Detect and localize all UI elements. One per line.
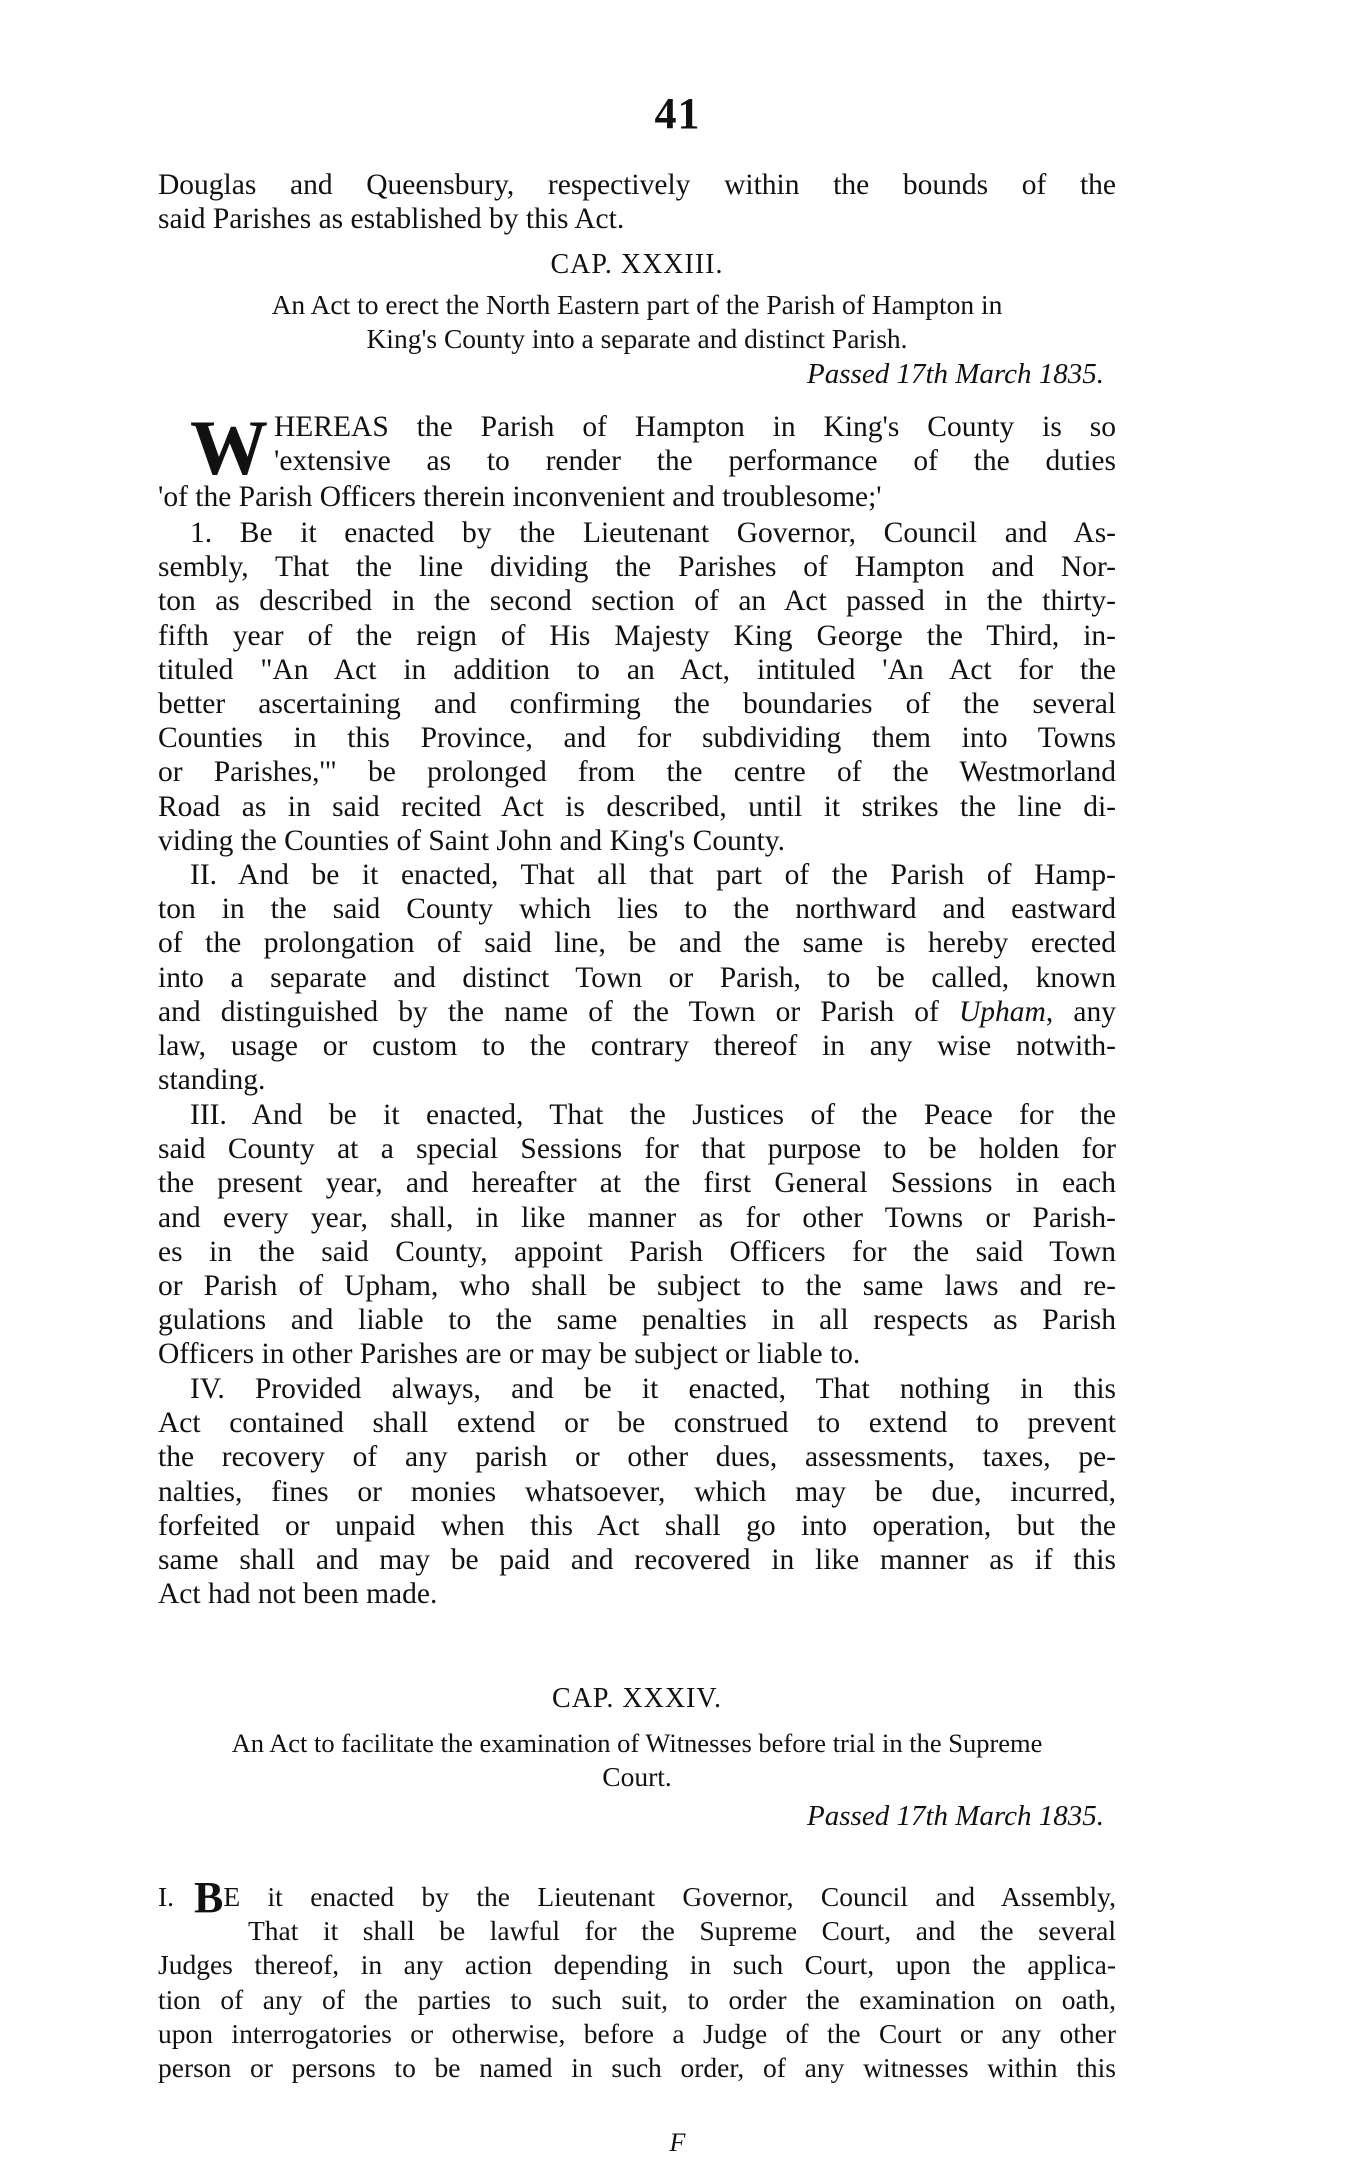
text-line: Counties in this Province, and for subdividing them into Towns [158,722,1116,755]
text-line: upon interrogatories or otherwise, before a Judge of the Court or any other [158,2017,1116,2049]
text-line: the present year, and hereafter at the first General Sessions in each [158,1167,1116,1200]
text-line: fifth year of the reign of His Majesty King George the Third, in- [158,619,1116,652]
passed-date: Passed 17th March 1835. [807,1800,1104,1833]
text-run: E it enacted by the Lieutenant Governor, Council and Assembly, [223,1881,1116,1912]
parish-name: Upham [959,995,1046,1028]
act-title-line: An Act to erect the North Eastern part of the Parish of Hampton in [271,289,1003,321]
text-line: tituled "An Act in addition to an Act, intituled 'An Act for the [158,653,1116,686]
text-line: law, usage or custom to the contrary thereof in any wise notwith- [158,1029,1116,1062]
text-line: viding the Counties of Saint John and King's County. [158,824,785,857]
cap-34-header [158,1682,1116,1834]
signature-mark: F [669,2128,686,2157]
text-line [158,995,1116,1029]
text-line: Douglas and Queensbury, respectively within the bounds of the [158,169,1116,201]
act-title-line: Court. [602,1761,672,1793]
text-line: or Parishes,'" be prolonged from the centre of the Westmorland [158,756,1116,789]
text-run: and distinguished by the name of the Town or Parish of [158,995,959,1028]
chapter-heading: CAP. XXXIII. [550,249,724,280]
text-line: into a separate and distinct Town or Parish, to be called, known [158,961,1116,994]
text-line: Road as in said recited Act is described, until it strikes the line di- [158,790,1116,823]
text-line: forfeited or unpaid when this Act shall go into operation, but the [158,1509,1116,1542]
text-line: Judges thereof, in any action depending in such Court, upon the applica- [158,1949,1116,1981]
text-line: the recovery of any parish or other dues, assessments, taxes, pe- [158,1441,1116,1474]
text-line: II. And be it enacted, That all that part of the Parish of Hamp- [190,859,1116,891]
text-line: or Parish of Upham, who shall be subject to the same laws and re- [158,1269,1116,1302]
text-line: Act contained shall extend or be construed to extend to prevent [158,1407,1116,1440]
section-number: I. [158,1881,175,1912]
chapter-heading: CAP. XXXIV. [552,1683,722,1714]
cap-33-section-2 [158,858,1116,1097]
continuation-block [158,168,1116,236]
text-line: same shall and may be paid and recovered in like manner as if this [158,1543,1116,1576]
cap-33-section-4 [158,1372,1116,1611]
cap-34-section-1 [158,1873,1116,2085]
page-number: 41 [654,89,701,138]
text-line: 'of the Parish Officers therein inconvenient and troublesome;' [158,481,882,513]
text-line: and every year, shall, in like manner as for other Towns or Parish- [158,1201,1116,1234]
text-run: , any [1045,995,1116,1028]
text-line: said Parishes as established by this Act. [158,203,625,236]
text-line: That it shall be lawful for the Supreme Court, and the several [248,1915,1116,1947]
text-line: HEREAS the Parish of Hampton in King's County is so [274,411,1116,443]
text-line: better ascertaining and confirming the boundaries of the several [158,687,1116,720]
text-line: Act had not been made. [158,1578,438,1611]
cap-33-header [158,248,1116,392]
cap-33-section-3 [158,1098,1116,1372]
text-line: 1. Be it enacted by the Lieutenant Governor, Council and As- [190,517,1116,549]
text-line: tion of any of the parties to such suit, to order the examination on oath, [158,1983,1116,2015]
cap-33-preamble [158,404,1116,514]
text-line: said County at a special Sessions for that purpose to be holden for [158,1133,1116,1166]
text-line [158,1873,1116,1922]
text-line: person or persons to be named in such order, of any witnesses within this [158,2051,1116,2083]
text-line: standing. [158,1064,266,1097]
drop-cap: B [194,1873,224,1922]
text-line: es in the said County, appoint Parish Officers for the said Town [158,1235,1116,1268]
act-title-line: An Act to facilitate the examination of Witnesses before trial in the Supreme [231,1728,1043,1759]
cap-33-section-1 [158,516,1116,858]
text-line: Officers in other Parishes are or may be subject or liable to. [158,1338,861,1371]
drop-cap: W [190,404,268,491]
text-line: IV. Provided always, and be it enacted, That nothing in this [190,1373,1116,1405]
text-line: ton as described in the second section of an Act passed in the thirty- [158,585,1116,618]
passed-date: Passed 17th March 1835. [807,358,1104,391]
text-line: 'extensive as to render the performance of the duties [274,445,1116,478]
act-title-line: King's County into a separate and distinct Parish. [366,323,908,355]
text-line: of the prolongation of said line, be and the same is hereby erected [158,927,1116,960]
text-line: sembly, That the line dividing the Parishes of Hampton and Nor- [158,551,1116,584]
text-line: nalties, fines or monies whatsoever, which may be due, incurred, [158,1475,1116,1508]
text-line: ton in the said County which lies to the northward and eastward [158,893,1116,926]
text-line: gulations and liable to the same penalties in all respects as Parish [158,1304,1116,1337]
text-line: III. And be it enacted, That the Justices of the Peace for the [190,1099,1116,1131]
